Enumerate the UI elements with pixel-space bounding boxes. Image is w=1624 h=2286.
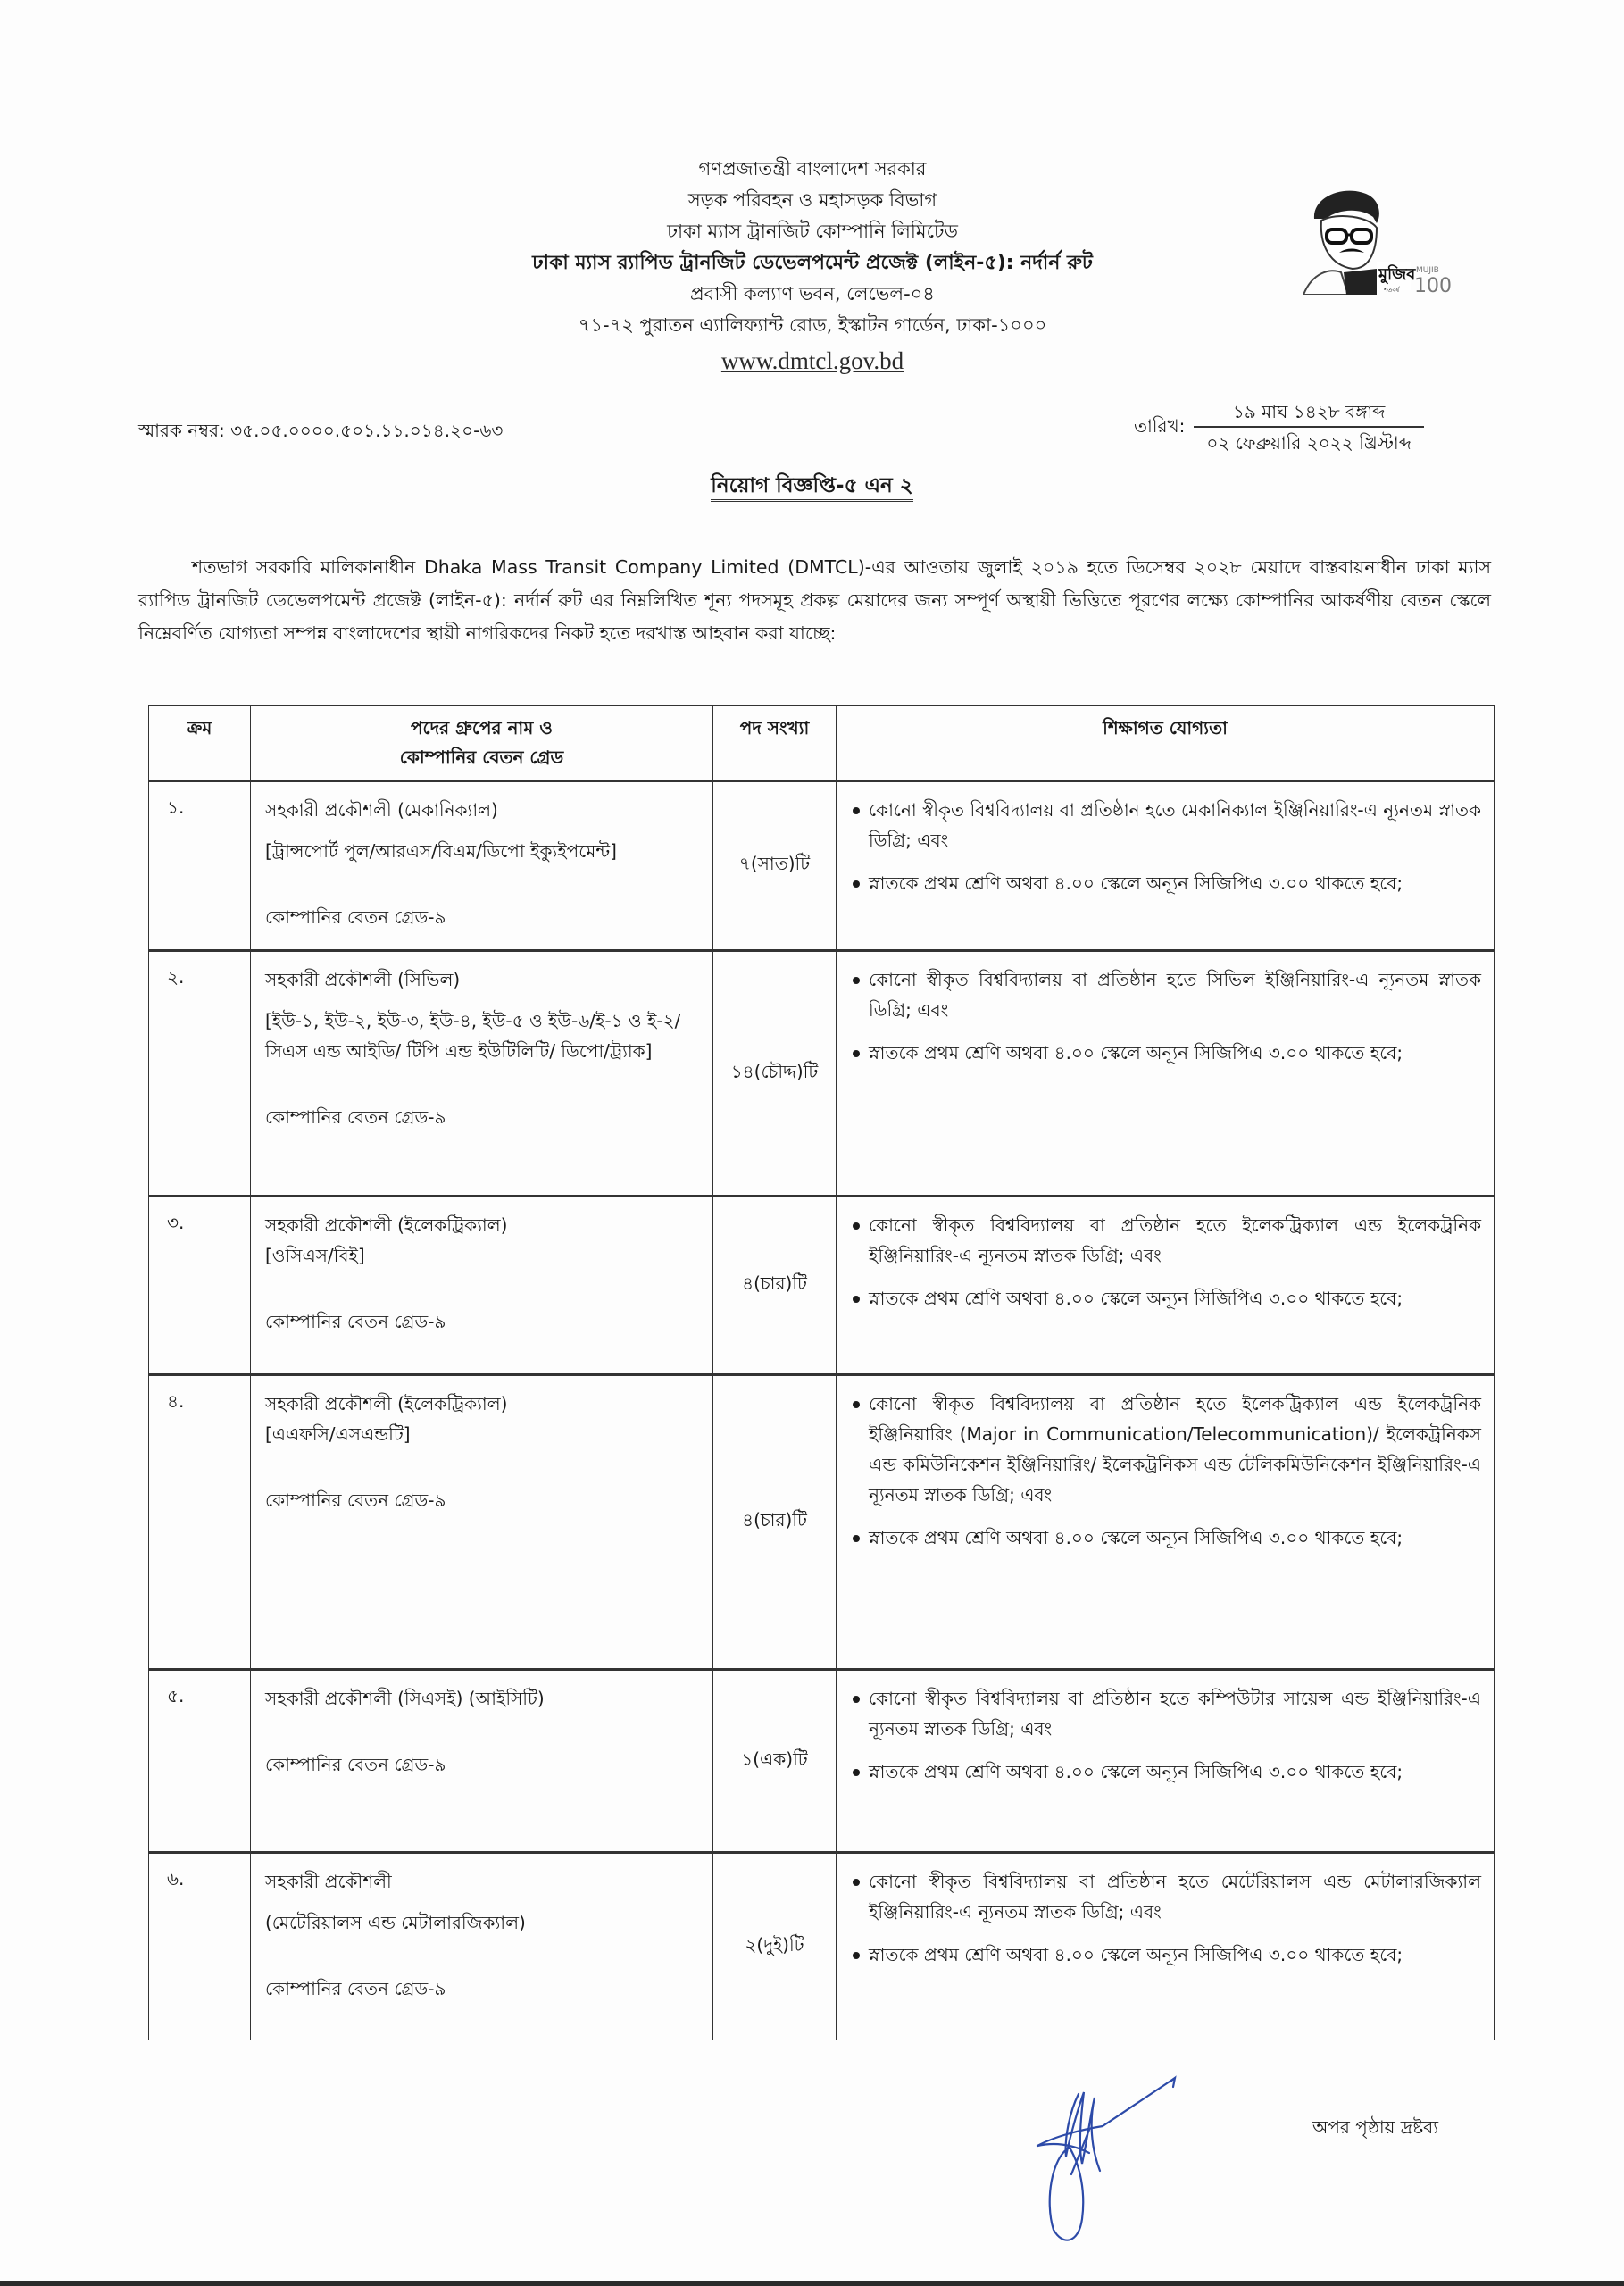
bangla-date: ১৯ মাঘ ১৪২৮ বঙ্গাব্দ	[1194, 397, 1423, 428]
row-serial: ৩.	[149, 1197, 251, 1375]
portrait-icon	[1277, 183, 1482, 295]
post-pay-grade: কোম্পানির বেতন গ্রেড-৯	[265, 1754, 446, 1775]
table-row	[149, 1375, 1495, 1670]
logo-latin-text: MUJIB	[1416, 266, 1439, 275]
date-label: তারিখ:	[1134, 414, 1186, 437]
header-post	[251, 706, 713, 781]
table-row	[149, 1670, 1495, 1853]
post-pay-grade: কোম্পানির বেতন গ্রেড-৯	[265, 1106, 446, 1128]
company-name: ঢাকা ম্যাস ট্রানজিট কোম্পানি লিমিটেড	[667, 221, 958, 242]
logo-bangla-text: মুজিব	[1378, 265, 1416, 284]
post-units: [ইউ-১, ইউ-২, ইউ-৩, ইউ-৪, ইউ-৫ ও ইউ-৬/ই-১ ও ই-২/সিএস এন্ড আইডি/ টিপি এন্ড ইউটিলিটি/ ডিপো/ট্র্যাক]	[265, 1010, 681, 1062]
qualification-item: কোনো স্বীকৃত বিশ্ববিদ্যালয় বা প্রতিষ্ঠান হতে ইলেকট্রিক্যাল এন্ড ইলেকট্রনিক ইঞ্জিনিয়ারিং (Major in Communication/Telecommunication)/ ইলেকট্রনিকস এন্ড কমিউনিকেশন ইঞ্জিনিয়ারিং/ ইলেকট্রনিকস এন্ড টেলিকমিউনিকেশন ইঞ্জিনিয়ারিং-এ ন্যূনতম স্নাতক ডিগ্রি; এবং	[849, 1389, 1481, 1510]
row-post	[251, 1197, 713, 1375]
row-serial: ৪.	[149, 1375, 251, 1670]
row-post-count: ৪(চার)টি	[713, 1375, 837, 1670]
post-pay-grade: কোম্পানির বেতন গ্রেড-৯	[265, 1489, 446, 1511]
row-serial: ৬.	[149, 1853, 251, 2040]
post-units: [ওসিএস/বিই]	[265, 1245, 365, 1266]
row-post	[251, 781, 713, 951]
row-qualifications	[837, 781, 1495, 951]
row-post	[251, 1375, 713, 1670]
post-title: সহকারী প্রকৌশলী (ইলেকট্রিক্যাল)	[265, 1214, 508, 1236]
spacer	[265, 1897, 704, 1907]
qualification-item: কোনো স্বীকৃত বিশ্ববিদ্যালয় বা প্রতিষ্ঠান হতে সিভিল ইঞ্জিনিয়ারিং-এ ন্যূনতম স্নাতক ডিগ্রি; এবং	[849, 964, 1481, 1025]
row-qualifications	[837, 1375, 1495, 1670]
see-next-page-note: অপর পৃষ্ঠায় দ্রষ্টব্য	[1312, 2116, 1439, 2138]
post-units: [এএফসি/এসএন্ডটি]	[265, 1423, 411, 1445]
qualification-list	[849, 964, 1481, 1068]
intro-paragraph: শতভাগ সরকারি মালিকানাধীন Dhaka Mass Transit Company Limited (DMTCL)-এর আওতায় জুলাই ২০১৯ হতে ডিসেম্বর ২০২৮ মেয়াদে বাস্তবায়নাধীন ঢাকা ম্যাস র‍্যাপিড ট্রানজিট ডেভেলপমেন্ট প্রজেক্ট (লাইন-৫): নর্দার্ন রুট এর নিম্নলিখিত শূন্য পদসমূহ প্রকল্প মেয়াদের জন্য সম্পূর্ণ অস্থায়ী ভিত্তিতে পূরণের লক্ষ্যে কোম্পানির আকর্ষণীয় বেতন স্কেলে নিম্নেবর্ণিত যোগ্যতা সম্পন্ন বাংলাদেশের স্থায়ী নাগরিকদের নিকট হতে দরখাস্ত আহবান করা যাচ্ছে:	[138, 555, 1491, 644]
post-title: সহকারী প্রকৌশলী (সিভিল)	[265, 969, 461, 990]
spacer	[265, 1938, 704, 1973]
header-serial: ক্রম	[149, 706, 251, 781]
row-qualifications	[837, 1670, 1495, 1853]
handwritten-signature-icon	[1018, 2067, 1214, 2264]
qualification-item: কোনো স্বীকৃত বিশ্ববিদ্যালয় বা প্রতিষ্ঠান হতে কম্পিউটার সায়েন্স এন্ড ইঞ্জিনিয়ারিং-এ ন্যূনতম স্নাতক ডিগ্রি; এবং	[849, 1683, 1481, 1744]
post-title: সহকারী প্রকৌশলী (ইলেকট্রিক্যাল)	[265, 1393, 508, 1414]
header-post-line1: পদের গ্রুপের নাম ও	[410, 717, 554, 738]
spacer	[265, 825, 704, 836]
table-row	[149, 1853, 1495, 2040]
qualification-list	[849, 1389, 1481, 1553]
spacer	[265, 1449, 704, 1485]
qualification-item: স্নাতকে প্রথম শ্রেণি অথবা ৪.০০ স্কেলে অন্যূন সিজিপিএ ৩.০০ থাকতে হবে;	[849, 1283, 1481, 1314]
memo-number: স্মারক নম্বর: ৩৫.০৫.০০০০.৫০১.১১.০১৪.২০-৬৩	[138, 420, 504, 441]
qualification-item: স্নাতকে প্রথম শ্রেণি অথবা ৪.০০ স্কেলে অন্যূন সিজিপিএ ৩.০০ থাকতে হবে;	[849, 868, 1481, 898]
logo-number: 100	[1414, 275, 1452, 295]
qualification-item: কোনো স্বীকৃত বিশ্ববিদ্যালয় বা প্রতিষ্ঠান হতে মেটেরিয়ালস এন্ড মেটালারজিক্যাল ইঞ্জিনিয়ারিং-এ ন্যূনতম স্নাতক ডিগ্রি; এবং	[849, 1866, 1481, 1927]
row-qualifications	[837, 951, 1495, 1197]
vacancy-table	[148, 705, 1495, 2040]
building-address: প্রবাসী কল্যাণ ভবন, লেভেল-০৪	[690, 283, 935, 305]
qualification-item: কোনো স্বীকৃত বিশ্ববিদ্যালয় বা প্রতিষ্ঠান হতে মেকানিক্যাল ইঞ্জিনিয়ারিং-এ ন্যূনতম স্নাতক ডিগ্রি; এবং	[849, 795, 1481, 855]
qualification-item: স্নাতকে প্রথম শ্রেণি অথবা ৪.০০ স্কেলে অন্যূন সিজিপিএ ৩.০০ থাকতে হবে;	[849, 1940, 1481, 1970]
qualification-list	[849, 795, 1481, 898]
row-post-count: ৭(সাত)টি	[713, 781, 837, 951]
gregorian-date: ০২ ফেব্রুয়ারি ২০২২ খ্রিস্টাব্দ	[1206, 432, 1412, 454]
date-block	[1134, 397, 1424, 458]
spacer	[265, 1066, 704, 1102]
header-count: পদ সংখ্যা	[713, 706, 837, 781]
qualification-item: কোনো স্বীকৃত বিশ্ববিদ্যালয় বা প্রতিষ্ঠান হতে ইলেকট্রিক্যাল এন্ড ইলেকট্রনিক ইঞ্জিনিয়ারিং-এ ন্যূনতম স্নাতক ডিগ্রি; এবং	[849, 1210, 1481, 1271]
spacer	[265, 1714, 704, 1749]
date-stack	[1194, 397, 1423, 458]
row-post-count: ২(দুই)টি	[713, 1853, 837, 2040]
letterhead	[375, 154, 1250, 379]
spacer	[265, 866, 704, 902]
notice-title: নিয়োগ বিজ্ঞপ্তি-৫ এন ২	[711, 474, 912, 502]
government-name: গণপ্রজাতন্ত্রী বাংলাদেশ সরকার	[698, 158, 927, 179]
qualification-item: স্নাতকে প্রথম শ্রেণি অথবা ৪.০০ স্কেলে অন্যূন সিজিপিএ ৩.০০ থাকতে হবে;	[849, 1038, 1481, 1068]
table-header-row	[149, 706, 1495, 781]
row-post-count: ১৪(চৌদ্দ)টি	[713, 951, 837, 1197]
qualification-list	[849, 1210, 1481, 1314]
project-name: ঢাকা ম্যাস র‍্যাপিড ট্রানজিট ডেভেলপমেন্ট প্রজেক্ট (লাইন-৫): নর্দার্ন রুট	[532, 252, 1093, 274]
post-title: সহকারী প্রকৌশলী (সিএসই) (আইসিটি)	[265, 1688, 545, 1709]
row-serial: ৫.	[149, 1670, 251, 1853]
qualification-item: স্নাতকে প্রথম শ্রেণি অথবা ৪.০০ স্কেলে অন্যূন সিজিপিএ ৩.০০ থাকতে হবে;	[849, 1523, 1481, 1553]
row-qualifications	[837, 1853, 1495, 2040]
header-post-line2: কোম্পানির বেতন গ্রেড	[399, 747, 564, 768]
post-title: সহকারী প্রকৌশলী	[265, 1871, 392, 1892]
post-title: সহকারী প্রকৌশলী (মেকানিক্যাল)	[265, 799, 498, 821]
post-pay-grade: কোম্পানির বেতন গ্রেড-৯	[265, 1311, 446, 1332]
mujib-100-logo-icon	[1277, 183, 1482, 295]
row-post-count: ৪(চার)টি	[713, 1197, 837, 1375]
qualification-item: স্নাতকে প্রথম শ্রেণি অথবা ৪.০০ স্কেলে অন্যূন সিজিপিএ ৩.০০ থাকতে হবে;	[849, 1756, 1481, 1787]
website-link[interactable]: www.dmtcl.gov.bd	[720, 347, 904, 374]
table-row	[149, 781, 1495, 951]
row-qualifications	[837, 1197, 1495, 1375]
street-address: ৭১-৭২ পুরাতন এ্যালিফ্যান্ট রোড, ইস্কাটন গার্ডেন, ঢাকা-১০০০	[578, 314, 1047, 336]
row-serial: ১.	[149, 781, 251, 951]
post-pay-grade: কোম্পানির বেতন গ্রেড-৯	[265, 906, 446, 928]
table-row	[149, 1197, 1495, 1375]
post-units: (মেটেরিয়ালস এন্ড মেটালারজিক্যাল)	[265, 1912, 526, 1933]
notice-title-wrap	[0, 469, 1624, 504]
post-pay-grade: কোম্পানির বেতন গ্রেড-৯	[265, 1978, 446, 1999]
row-post-count: ১(এক)টি	[713, 1670, 837, 1853]
row-post	[251, 1853, 713, 2040]
row-post	[251, 1670, 713, 1853]
spacer	[265, 995, 704, 1005]
spacer	[265, 1271, 704, 1306]
qualification-list	[849, 1683, 1481, 1787]
header-qualification: শিক্ষাগত যোগ্যতা	[837, 706, 1495, 781]
scan-bottom-edge	[0, 2281, 1624, 2286]
row-post	[251, 951, 713, 1197]
qualification-list	[849, 1866, 1481, 1970]
row-serial: ২.	[149, 951, 251, 1197]
table-row	[149, 951, 1495, 1197]
post-units: [ট্রান্সপোর্ট পুল/আরএস/বিএম/ডিপো ইক্যুইপমেন্ট]	[265, 840, 617, 862]
division-name: সড়ক পরিবহন ও মহাসড়ক বিভাগ	[687, 189, 937, 211]
logo-sub-text: শতবর্ষ	[1384, 287, 1400, 294]
